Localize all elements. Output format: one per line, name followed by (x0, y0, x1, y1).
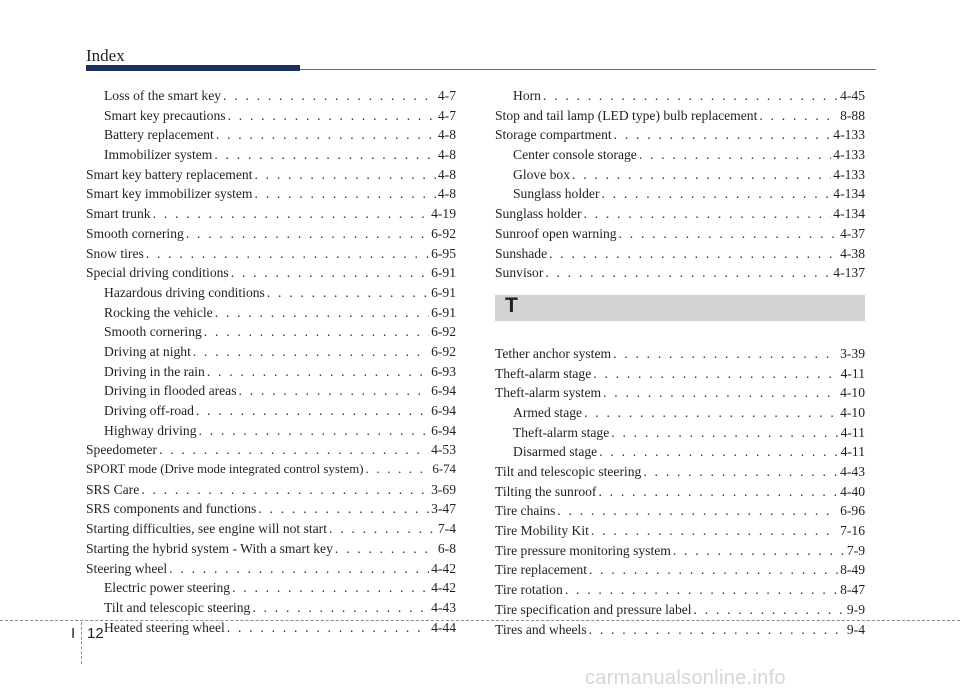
index-entry (86, 244, 456, 264)
index-subentry (86, 283, 456, 303)
entry-term: Glove box (513, 166, 571, 182)
entry-term: Theft-alarm system (495, 385, 602, 401)
index-entry (495, 383, 865, 403)
index-entry (86, 204, 456, 224)
dot-leader (329, 519, 436, 539)
index-subentry (495, 86, 865, 106)
index-entry (86, 460, 456, 480)
dot-leader (159, 440, 429, 460)
dot-leader (593, 364, 838, 384)
entry-page-ref: 8-47 (840, 582, 865, 598)
entry-term: Rocking the vehicle (104, 304, 213, 320)
entry-page-ref: 4-137 (833, 265, 865, 281)
entry-page-ref: 6-93 (431, 363, 456, 379)
entry-page-ref: 9-4 (846, 621, 865, 637)
entry-page-ref: 8-88 (840, 107, 865, 123)
entry-page-ref: 4-42 (431, 580, 456, 596)
dot-leader (153, 204, 430, 224)
entry-page-ref: 4-11 (840, 444, 865, 460)
entry-page-ref: 4-8 (437, 147, 456, 163)
dot-leader (673, 541, 845, 561)
dot-leader (694, 600, 845, 620)
dot-leader (366, 460, 431, 480)
index-entry (495, 344, 865, 364)
dot-leader (545, 263, 831, 283)
dot-leader (193, 342, 429, 362)
dot-leader (598, 482, 838, 502)
entry-term: SPORT mode (Drive mode integrated control system) (86, 462, 364, 477)
entry-term: Starting the hybrid system - With a smart key (86, 540, 333, 556)
entry-page-ref: 4-134 (833, 206, 865, 222)
entry-term: Center console storage (513, 147, 637, 163)
dot-leader (186, 224, 429, 244)
entry-term: Smooth cornering (104, 324, 202, 340)
index-entry (86, 184, 456, 204)
dot-leader (216, 125, 436, 145)
entry-page-ref: 6-91 (431, 284, 456, 300)
entry-page-ref: 3-69 (431, 481, 456, 497)
entry-page-ref: 4-7 (437, 107, 456, 123)
index-subentry (495, 145, 865, 165)
entry-page-ref: 4-7 (437, 88, 456, 103)
entry-term: Battery replacement (104, 127, 214, 143)
index-entry (86, 480, 456, 500)
index-subentry (86, 578, 456, 598)
dot-leader (589, 560, 838, 580)
index-group-t (495, 344, 865, 639)
dot-leader (584, 403, 838, 423)
entry-page-ref: 4-8 (437, 166, 456, 182)
index-subentry (86, 342, 456, 362)
dot-leader (239, 381, 430, 401)
entry-term: Sunglass holder (513, 186, 600, 202)
index-entry (495, 244, 865, 264)
entry-term: Tires and wheels (495, 621, 587, 637)
index-column-right (495, 86, 865, 639)
page-number: 12 (87, 625, 104, 642)
entry-page-ref: 4-43 (840, 464, 865, 479)
index-column-left (86, 86, 456, 637)
index-entry (86, 539, 456, 559)
dot-leader (599, 442, 838, 462)
entry-page-ref: 6-94 (431, 383, 456, 399)
entry-term: Tilting the sunroof (495, 483, 597, 499)
entry-page-ref: 4-43 (431, 599, 456, 615)
entry-term: Driving in flooded areas (104, 383, 237, 399)
dot-leader (543, 86, 838, 106)
entry-page-ref: 3-47 (431, 501, 456, 517)
entry-page-ref: 6-96 (840, 503, 865, 519)
entry-page-ref: 4-37 (840, 225, 865, 241)
entry-term: Driving at night (104, 343, 191, 359)
entry-term: Driving off-road (104, 403, 194, 418)
entry-page-ref: 4-133 (833, 147, 865, 163)
index-subentry (86, 598, 456, 618)
entry-term: Tire Mobility Kit (495, 523, 589, 539)
entry-term: Starting difficulties, see engine will not start (86, 521, 327, 537)
entry-term: Electric power steering (104, 580, 231, 596)
index-subentry (86, 381, 456, 401)
index-subentry (495, 442, 865, 462)
dot-leader (614, 125, 832, 145)
entry-term: Disarmed stage (513, 444, 598, 460)
entry-term: Tire chains (495, 503, 556, 519)
index-entry (495, 541, 865, 561)
entry-page-ref: 4-11 (840, 424, 865, 440)
entry-term: SRS Care (86, 481, 140, 497)
entry-term: Tether anchor system (495, 345, 612, 361)
index-subentry (86, 322, 456, 342)
dot-leader (759, 106, 838, 126)
dot-leader (335, 539, 436, 559)
index-entry (495, 600, 865, 620)
dot-leader (254, 165, 435, 185)
dot-leader (223, 86, 436, 106)
entry-term: Tire replacement (495, 562, 587, 578)
footer-section-label: I (71, 625, 76, 642)
index-entry (495, 204, 865, 224)
entry-term: Sunglass holder (495, 206, 582, 222)
dot-leader (207, 362, 429, 382)
dot-leader (215, 303, 429, 323)
index-entry (495, 364, 865, 384)
footer-divider (0, 620, 960, 621)
index-entry (495, 224, 865, 244)
entry-term: Theft-alarm stage (513, 424, 610, 440)
entry-page-ref: 4-8 (437, 127, 456, 143)
entry-page-ref: 3-39 (840, 345, 865, 361)
header-accent-bar (86, 65, 300, 71)
dot-leader (639, 145, 831, 165)
entry-page-ref: 6-74 (432, 462, 456, 477)
index-entry (495, 125, 865, 145)
dot-leader (557, 501, 838, 521)
entry-page-ref: 6-8 (437, 540, 456, 556)
dot-leader (643, 462, 838, 482)
dot-leader (204, 322, 429, 342)
entry-page-ref: 6-92 (431, 225, 456, 241)
entry-page-ref: 4-10 (840, 385, 865, 401)
footer-vertical-divider (81, 622, 82, 664)
section-letter: T (505, 293, 518, 317)
index-subentry (495, 184, 865, 204)
index-entry (86, 224, 456, 244)
entry-page-ref: 4-8 (437, 186, 456, 202)
dot-leader (565, 580, 838, 600)
entry-page-ref: 9-9 (846, 601, 865, 617)
index-entry (86, 499, 456, 519)
dot-leader (146, 244, 429, 264)
page-title: Index (86, 46, 125, 65)
dot-leader (549, 244, 838, 264)
index-entry (495, 482, 865, 502)
dot-leader (232, 578, 429, 598)
entry-page-ref: 6-94 (431, 403, 456, 418)
dot-leader (572, 165, 831, 185)
dot-leader (228, 106, 436, 126)
entry-term: Stop and tail lamp (LED type) bulb replacement (495, 107, 758, 123)
entry-term: Sunroof open warning (495, 225, 617, 241)
index-entry (495, 580, 865, 600)
entry-term: Highway driving (104, 422, 197, 438)
entry-page-ref: 4-133 (833, 166, 865, 182)
entry-page-ref: 4-133 (833, 127, 865, 143)
index-entry (86, 559, 456, 579)
index-subentry (86, 106, 456, 126)
entry-term: Sunvisor (495, 265, 544, 281)
entry-page-ref: 6-95 (431, 245, 456, 261)
index-entry (86, 165, 456, 185)
section-header-t (495, 295, 865, 321)
dot-leader (196, 401, 429, 421)
entry-term: Theft-alarm stage (495, 365, 592, 381)
dot-leader (591, 521, 838, 541)
index-entry (86, 440, 456, 460)
entry-term: Sunshade (495, 245, 548, 261)
index-entry (495, 462, 865, 482)
dot-leader (267, 283, 429, 303)
index-entry (86, 263, 456, 283)
entry-term: Special driving conditions (86, 265, 229, 281)
dot-leader (231, 263, 429, 283)
entry-term: Speedometer (86, 442, 157, 458)
index-entry (495, 501, 865, 521)
index-subentry (495, 403, 865, 423)
entry-term: Snow tires (86, 245, 144, 261)
entry-page-ref: 4-10 (840, 404, 865, 420)
entry-term: Smart key immobilizer system (86, 186, 253, 202)
index-subentry (495, 165, 865, 185)
entry-page-ref: 4-19 (431, 206, 456, 222)
entry-term: Tire rotation (495, 582, 563, 598)
entry-page-ref: 7-9 (846, 542, 865, 558)
entry-term: Immobilizer system (104, 147, 213, 163)
entry-term: Steering wheel (86, 560, 168, 576)
dot-leader (601, 184, 831, 204)
entry-term: Hazardous driving conditions (104, 284, 265, 300)
index-subentry (86, 86, 456, 106)
dot-leader (199, 421, 430, 441)
entry-page-ref: 8-49 (840, 562, 865, 578)
entry-page-ref: 6-91 (431, 265, 456, 281)
dot-leader (603, 383, 838, 403)
dot-leader (258, 499, 429, 519)
entry-term: Loss of the smart key (104, 88, 222, 103)
dot-leader (141, 480, 429, 500)
index-entry (495, 521, 865, 541)
entry-term: Driving in the rain (104, 363, 205, 379)
entry-term: Smooth cornering (86, 225, 184, 241)
entry-term: SRS components and functions (86, 501, 257, 517)
dot-leader (169, 559, 429, 579)
entry-page-ref: 4-53 (431, 442, 456, 458)
entry-page-ref: 6-91 (431, 304, 456, 320)
dot-leader (214, 145, 436, 165)
entry-term: Tire pressure monitoring system (495, 542, 671, 558)
dot-leader (252, 598, 429, 618)
dot-leader (255, 184, 436, 204)
entry-term: Smart key precautions (104, 107, 226, 123)
index-subentry (86, 125, 456, 145)
entry-page-ref: 4-42 (431, 560, 456, 576)
index-group-s (495, 86, 865, 283)
index-entry (495, 106, 865, 126)
index-subentry (495, 423, 865, 443)
index-entry (495, 560, 865, 580)
dot-leader (619, 224, 839, 244)
index-subentry (86, 303, 456, 323)
entry-page-ref: 4-38 (840, 245, 865, 261)
index-subentry (86, 421, 456, 441)
entry-page-ref: 4-40 (840, 483, 865, 499)
entry-page-ref: 6-92 (431, 343, 456, 359)
entry-term: Tilt and telescopic steering (104, 599, 251, 615)
index-entry (495, 620, 865, 640)
entry-term: Smart trunk (86, 206, 151, 222)
dot-leader (613, 344, 838, 364)
entry-page-ref: 7-16 (840, 523, 865, 539)
index-subentry (86, 145, 456, 165)
entry-page-ref: 4-11 (840, 365, 865, 381)
entry-term: Heated steering wheel (104, 619, 225, 635)
entry-page-ref: 4-134 (833, 186, 865, 202)
entry-page-ref: 4-45 (840, 88, 865, 103)
entry-page-ref: 7-4 (437, 521, 456, 537)
entry-page-ref: 4-44 (431, 619, 456, 635)
dot-leader (589, 620, 845, 640)
watermark: carmanualsonline.info (585, 667, 786, 689)
entry-page-ref: 6-94 (431, 422, 456, 438)
entry-term: Armed stage (513, 404, 583, 420)
entry-term: Tilt and telescopic steering (495, 464, 642, 479)
index-entry (86, 519, 456, 539)
dot-leader (611, 423, 838, 443)
index-subentry (86, 362, 456, 382)
entry-page-ref: 6-92 (431, 324, 456, 340)
entry-term: Tire specification and pressure label (495, 601, 692, 617)
dot-leader (583, 204, 831, 224)
entry-term: Storage compartment (495, 127, 612, 143)
index-entry (495, 263, 865, 283)
entry-term: Smart key battery replacement (86, 166, 253, 182)
index-subentry (86, 401, 456, 421)
entry-term: Horn (513, 88, 541, 103)
